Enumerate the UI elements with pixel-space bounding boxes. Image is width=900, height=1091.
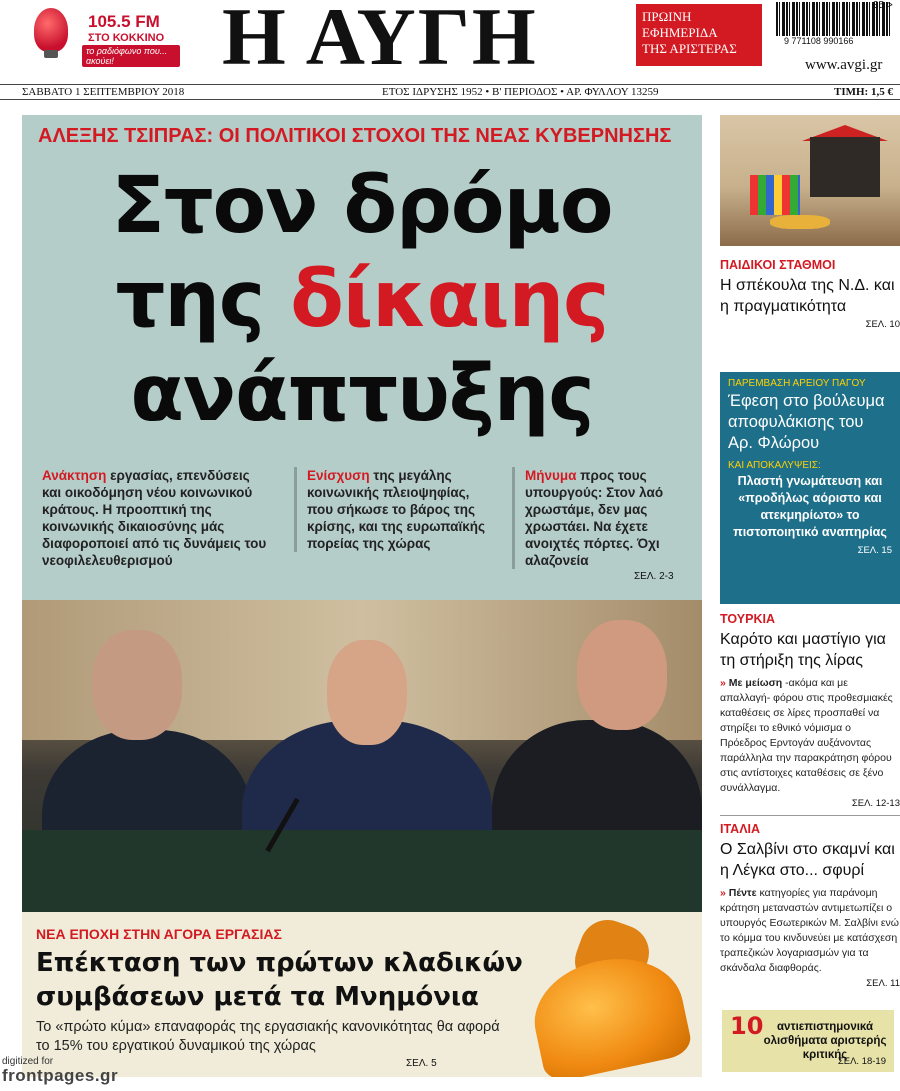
radio-frequency: 105.5 FM xyxy=(88,12,160,31)
story-italy[interactable] xyxy=(720,822,900,989)
headline-highlight: δίκαιης xyxy=(290,255,609,345)
story-text-bold: Με μείωση xyxy=(728,677,783,689)
page-reference: ΣΕΛ. 12-13 xyxy=(851,798,900,809)
page-reference: ΣΕΛ. 15 xyxy=(857,545,892,556)
dateline xyxy=(0,84,900,100)
column-lead-word: Μήνυμα xyxy=(525,468,577,483)
lead-story[interactable] xyxy=(22,115,702,600)
labour-text: Το «πρώτο κύμα» επαναφοράς της εργασιακής κανονικότητας θα αφορά το 15% του εργατικού δυναμικού της χώρας xyxy=(36,1019,500,1054)
arrow-icon: » xyxy=(720,677,729,689)
issue-price: ΤΙΜΗ: 1,5 € xyxy=(834,86,893,98)
photo-table xyxy=(22,830,702,912)
headline-line: Επέκταση των πρώτων κλαδικών xyxy=(36,948,523,978)
page-reference: ΣΕΛ. 5 xyxy=(406,1058,437,1069)
page-reference: ΣΕΛ. 10 xyxy=(865,319,900,330)
headline-line xyxy=(22,253,702,347)
headline-line: Στον δρόμο xyxy=(111,161,613,251)
page-reference: ΣΕΛ. 18-19 xyxy=(837,1056,886,1067)
radio-name: ΣΤΟ ΚΟΚΚΙΝΟ xyxy=(88,32,165,44)
toy-shelf xyxy=(750,175,800,215)
column-text: της μεγάλης κοινωνικής πλειοψηφίας, που σήκωσε το βάρος της κρίσης, και της ευρωπαϊκής πορείας της χώρας xyxy=(307,468,486,551)
lead-photo xyxy=(22,600,702,912)
story-kicker: ΠΑΙΔΙΚΟΙ ΣΤΑΘΜΟΙ xyxy=(720,258,836,272)
playhouse xyxy=(810,137,880,197)
newspaper-title: Η ΑΥΓΗ xyxy=(222,0,538,82)
column-text: προς τους υπουργούς: Στον λαό χρωστάμε, δεν μας χρωστάει. Να έχετε ανοιχτές πόρτες. Όχι αλαζονεία xyxy=(525,468,664,568)
column-lead-word: Ανάκτηση xyxy=(42,468,107,483)
person-center-head xyxy=(327,640,407,745)
story-headline: Η σπέκουλα της Ν.Δ. και η πραγματικότητα xyxy=(720,277,895,315)
lead-column-1 xyxy=(42,467,272,569)
issue-code: 35 > xyxy=(873,0,893,11)
labour-story[interactable] xyxy=(22,912,702,1077)
story-turkey[interactable] xyxy=(720,612,900,809)
website-link[interactable]: www.avgi.gr xyxy=(805,57,883,73)
story-subkicker: ΚΑΙ ΑΠΟΚΑΛΥΨΕΙΣ: xyxy=(728,460,821,471)
story-ten-errors[interactable] xyxy=(722,1010,894,1072)
lead-column-2 xyxy=(294,467,492,552)
digitized-label: digitized for xyxy=(2,1056,54,1067)
person-right-head xyxy=(577,620,667,730)
labour-kicker: ΝΕΑ ΕΠΟΧΗ ΣΤΗΝ ΑΓΟΡΑ ΕΡΓΑΣΙΑΣ xyxy=(36,926,282,942)
page-reference: ΣΕΛ. 11 xyxy=(866,978,900,989)
tagline-line: ΤΗΣ ΑΡΙΣΤΕΡΑΣ xyxy=(642,41,737,56)
story-headline: Καρότο και μαστίγιο για τη στήριξη της λίρας xyxy=(720,631,886,669)
lead-column-3 xyxy=(512,467,694,569)
story-text-body: -ακόμα και με απαλλαγή- φόρου στις προθεσμιακές καταθέσεις σε λίρες προσπαθεί να στηρίξει το εθνικό νόμισμα ο Πρόεδρος Ερντογάν αυξάνοντας παράλληλα την παρακράτηση φόρου στις αντίστοιχες καταθέσεις σε ξένο συνάλλαγμα. xyxy=(720,677,893,794)
story-kicker: ΠΑΡΕΜΒΑΣΗ ΑΡΕΙΟΥ ΠΑΓΟΥ xyxy=(728,378,866,389)
masthead xyxy=(0,0,900,84)
headline-line: συμβάσεων μετά τα Μνημόνια xyxy=(36,982,479,1012)
arrow-icon: » xyxy=(720,887,729,899)
story-headline: Ο Σαλβίνι στο σκαμνί και η Λέγκα στο... σφυρί xyxy=(720,841,895,879)
story-subheadline: Πλαστή γνωμάτευση και «προδήλως αόριστο και ατεκμηρίωτο» το πιστοποιητικό αναπηρίας xyxy=(733,474,887,539)
lead-kicker: ΑΛΕΞΗΣ ΤΣΙΠΡΑΣ: ΟΙ ΠΟΛΙΤΙΚΟΙ ΣΤΟΧΟΙ ΤΗΣ ΝΕΑΣ ΚΥΒΕΡΝΗΣΗΣ xyxy=(38,125,672,147)
labour-headline xyxy=(36,946,536,1014)
headline-line: ανάπτυξης xyxy=(130,349,594,439)
lead-headline[interactable] xyxy=(22,159,702,441)
issue-info: ΕΤΟΣ ΙΔΡΥΣΗΣ 1952 • Β' ΠΕΡΙΟΔΟΣ • ΑΡ. ΦΥΛΛΟΥ 13259 xyxy=(382,86,659,98)
column-text: εργασίας, επενδύσεις και οικοδόμηση νέου κοινωνικού κράτους. Η προοπτική της κοινωνικής δικαιοσύνης μάς διαφοροποιεί από τις δυνάμεις του νεοφιλελευθερισμού xyxy=(42,468,267,568)
issue-date: ΣΑΒΒΑΤΟ 1 ΣΕΠΤΕΜΒΡΙΟΥ 2018 xyxy=(22,86,185,98)
ten-number: 10 xyxy=(730,1012,764,1040)
kids-table xyxy=(770,215,830,229)
story-headline: Έφεση στο βούλευμα αποφυλάκισης του Αρ. Φλώρου xyxy=(728,392,885,452)
story-kicker: ΤΟΥΡΚΙΑ xyxy=(720,612,775,626)
barcode-number: 9 771108 990166 xyxy=(784,36,854,46)
person-left-head xyxy=(92,630,182,740)
headline-word: της xyxy=(115,255,291,345)
story-kindergartens[interactable] xyxy=(720,258,900,330)
story-text xyxy=(720,886,900,976)
hard-hat-icon xyxy=(524,946,694,1077)
radio-logo[interactable] xyxy=(30,4,180,66)
story-text-body: κατηγορίες για παράνομη κράτηση μεταναστών αντιμετωπίζει ο υπουργός Εσωτερικών Μ. Σαλβίνι ενώ το κόμμα του κινδυνεύει με κατάσχεση τραπεζικών λογαριασμών για τα σκάνδαλα διαφθοράς. xyxy=(720,887,900,974)
page-reference: ΣΕΛ. 2-3 xyxy=(634,571,674,582)
tagline-line: ΠΡΩΙΝΗ xyxy=(642,9,692,24)
column-lead-word: Ενίσχυση xyxy=(307,468,370,483)
story-text-bold: Πέντε xyxy=(728,887,757,899)
story-text xyxy=(720,676,900,796)
story-kicker: ΙΤΑΛΙΑ xyxy=(720,822,761,836)
kindergarten-photo xyxy=(720,115,900,246)
story-supreme-court[interactable] xyxy=(720,372,900,604)
radio-tagline: το ραδιόφωνο που... ακούει! xyxy=(82,45,180,67)
newspaper-tagline xyxy=(636,4,762,66)
ten-text: αντιεπιστημονικά ολισθήματα αριστερής κριτικής xyxy=(763,1021,887,1061)
divider xyxy=(720,815,900,816)
frontpages-watermark[interactable]: frontpages.gr xyxy=(2,1066,119,1085)
tagline-line: ΕΦΗΜΕΡΙΔΑ xyxy=(642,25,718,40)
lightbulb-icon xyxy=(34,8,68,52)
